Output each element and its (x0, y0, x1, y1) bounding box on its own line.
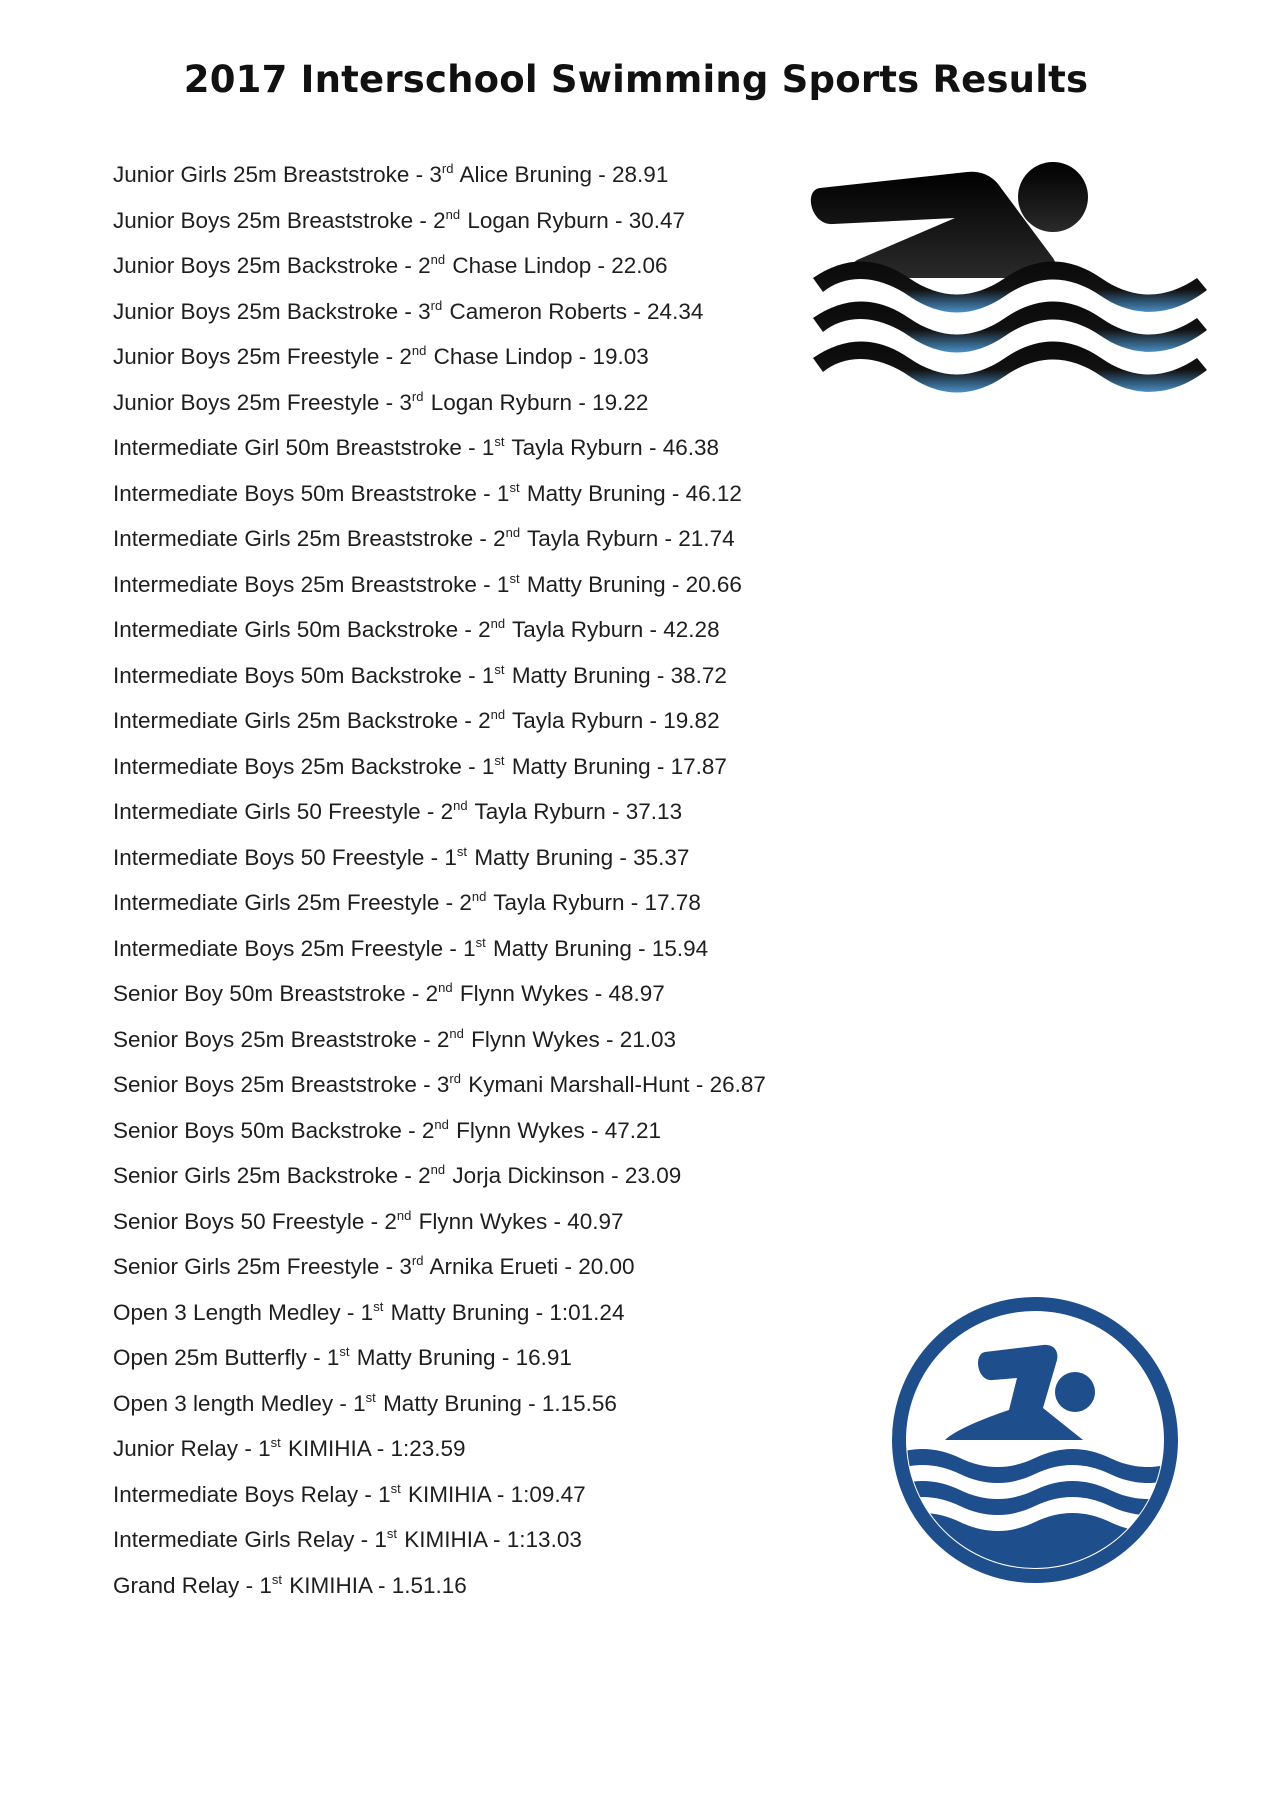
result-time: 17.78 (644, 890, 701, 915)
place-number: 1 (463, 935, 476, 961)
result-time: 46.12 (685, 480, 742, 506)
event-name: Intermediate Boys Relay (113, 1481, 359, 1507)
place-number: 2 (384, 1208, 397, 1234)
place-number: 1 (353, 1390, 366, 1416)
result-time: 21.03 (619, 1026, 677, 1052)
place-suffix: st (509, 479, 520, 495)
event-name: Open 3 length Medley (113, 1390, 334, 1416)
place-suffix: st (509, 570, 520, 586)
place-suffix: nd (471, 889, 487, 904)
swimmer-name: Matty Bruning (526, 571, 666, 597)
result-time: 19.22 (592, 389, 649, 415)
result-row: Junior Boys 25m Freestyle - 2nd Chase Lindop - 19.03 (113, 343, 649, 369)
event-name: Grand Relay (113, 1572, 240, 1598)
swimmer-name: Flynn Wykes (456, 1117, 585, 1143)
place-number: 3 (399, 389, 412, 415)
event-name: Intermediate Girls 25m Freestyle (113, 890, 440, 915)
place-suffix: st (271, 1571, 282, 1587)
place-suffix: st (339, 1344, 350, 1359)
place-number: 1 (326, 1345, 340, 1370)
swimmer-name: KIMIHIA (404, 1527, 487, 1552)
place-suffix: rd (449, 1071, 461, 1086)
place-number: 2 (459, 890, 472, 915)
page-title: 2017 Interschool Swimming Sports Results (183, 58, 1089, 101)
result-row: Junior Boys 25m Backstroke - 3rd Cameron Roberts - 24.34 (113, 297, 704, 324)
result-row: Junior Boys 25m Freestyle - 3rd Logan Ryburn - 19.22 (113, 388, 649, 415)
result-time: 20.00 (578, 1254, 635, 1279)
swimmer-name: Kymani Marshall-Hunt (468, 1072, 690, 1097)
result-time: 26.87 (709, 1072, 766, 1097)
place-suffix: st (494, 434, 505, 449)
swimmer-name: KIMIHIA (289, 1572, 372, 1598)
place-number: 2 (440, 799, 454, 824)
result-row: Intermediate Boys 50 Freestyle - 1st Matty Bruning - 35.37 (113, 843, 690, 870)
event-name: Senior Girls 25m Freestyle (113, 1254, 380, 1279)
place-suffix: st (494, 661, 505, 677)
result-time: 24.34 (647, 298, 704, 324)
event-name: Open 25m Butterfly (113, 1345, 307, 1370)
event-name: Junior Girls 25m Breaststroke (113, 162, 410, 187)
result-time: 20.66 (685, 571, 742, 597)
result-time: 1.15.56 (541, 1390, 617, 1416)
event-name: Intermediate Girls 25m Breaststroke (113, 526, 474, 551)
result-row: Intermediate Girls Relay - 1st KIMIHIA - 1:13.03 (113, 1526, 582, 1552)
swimmer-name: Flynn Wykes (418, 1208, 548, 1234)
place-number: 2 (493, 526, 506, 551)
result-row: Intermediate Girls 25m Breaststroke - 2nd Tayla Ryburn - 21.74 (113, 525, 735, 551)
place-number: 2 (418, 1163, 431, 1188)
result-row: Intermediate Boys 50m Backstroke - 1st Matty Bruning - 38.72 (113, 661, 727, 688)
place-number: 2 (399, 344, 412, 369)
swimmer-name: Flynn Wykes (471, 1026, 600, 1052)
swimmer-name: Jorja Dickinson (452, 1163, 605, 1188)
place-suffix: rd (430, 297, 443, 313)
swimmer-name: Logan Ryburn (430, 389, 573, 415)
swimmer-name: Matty Bruning (383, 1390, 522, 1416)
place-suffix: nd (411, 343, 427, 358)
place-number: 2 (478, 708, 491, 733)
swimmer-name: Matty Bruning (356, 1345, 496, 1370)
event-name: Junior Boys 25m Breaststroke (113, 207, 414, 233)
swimmer-name: Tayla Ryburn (511, 708, 644, 733)
event-name: Junior Boys 25m Freestyle (113, 389, 380, 415)
place-suffix: nd (396, 1207, 412, 1223)
result-time: 40.97 (567, 1208, 624, 1234)
place-suffix: nd (505, 525, 521, 540)
place-number: 2 (425, 981, 439, 1006)
event-name: Open 3 Length Medley (113, 1299, 341, 1325)
event-name: Intermediate Girls 50 Freestyle (113, 799, 421, 824)
swimmer-name: KIMIHIA (287, 1436, 371, 1461)
result-time: 30.47 (628, 207, 686, 233)
event-name: Intermediate Girls 25m Backstroke (113, 708, 459, 733)
result-time: 42.28 (663, 617, 720, 642)
result-row: Intermediate Girls 50m Backstroke - 2nd Tayla Ryburn - 42.28 (113, 616, 720, 642)
event-name: Junior Boys 25m Freestyle (113, 344, 380, 369)
place-suffix: st (390, 1480, 401, 1496)
swimmer-name: Matty Bruning (511, 662, 651, 688)
event-name: Intermediate Boys 50m Backstroke (113, 662, 462, 688)
result-time: 23.09 (624, 1163, 682, 1188)
event-name: Senior Girls 25m Backstroke (113, 1163, 399, 1188)
event-name: Senior Boys 50 Freestyle (113, 1208, 365, 1234)
event-name: Intermediate Boys 25m Freestyle (113, 935, 444, 961)
result-row: Junior Boys 25m Backstroke - 2nd Chase Lindop - 22.06 (113, 252, 668, 278)
place-number: 1 (496, 571, 510, 597)
result-row: Senior Boys 50 Freestyle - 2nd Flynn Wykes - 40.97 (113, 1207, 624, 1234)
event-name: Senior Boys 25m Breaststroke (113, 1072, 417, 1097)
place-number: 1 (259, 1572, 272, 1598)
result-row: Senior Girls 25m Freestyle - 3rd Arnika Erueti - 20.00 (113, 1253, 635, 1279)
place-number: 3 (418, 298, 431, 324)
result-time: 37.13 (625, 799, 683, 824)
place-number: 2 (418, 253, 431, 278)
place-number: 3 (399, 1254, 412, 1279)
swimmer-name: Matty Bruning (526, 480, 666, 506)
result-row: Intermediate Boys 25m Breaststroke - 1st Matty Bruning - 20.66 (113, 570, 742, 597)
place-suffix: nd (453, 798, 468, 813)
result-time: 1.51.16 (391, 1572, 467, 1598)
swimmer-name: Alice Bruning (459, 162, 593, 187)
place-suffix: rd (441, 161, 454, 176)
place-suffix: nd (430, 252, 446, 267)
place-number: 1 (378, 1481, 391, 1507)
place-suffix: st (456, 843, 468, 859)
result-time: 1:01.24 (549, 1299, 625, 1325)
result-row: Junior Relay - 1st KIMIHIA - 1:23.59 (113, 1435, 466, 1461)
event-name: Senior Boys 50m Backstroke (113, 1117, 402, 1143)
swimmer-waves-icon (805, 160, 1225, 400)
swimmer-name: Logan Ryburn (467, 207, 609, 233)
result-time: 17.87 (670, 753, 727, 779)
result-time: 16.91 (515, 1345, 572, 1370)
place-number: 1 (496, 480, 510, 506)
place-number: 1 (481, 662, 495, 688)
swimmer-name: Tayla Ryburn (511, 435, 643, 460)
place-number: 2 (421, 1117, 435, 1143)
result-time: 15.94 (651, 935, 709, 961)
results-list (113, 152, 833, 1608)
place-suffix: rd (411, 1253, 424, 1268)
result-time: 46.38 (662, 435, 720, 460)
place-suffix: st (373, 1298, 384, 1314)
place-suffix: st (475, 934, 486, 950)
place-number: 1 (444, 844, 457, 870)
place-suffix: nd (445, 206, 461, 222)
result-time: 22.06 (611, 253, 668, 278)
place-number: 2 (478, 617, 491, 642)
place-number: 1 (374, 1527, 387, 1552)
place-number: 1 (481, 753, 495, 779)
event-name: Intermediate Girl 50m Breaststroke (113, 435, 462, 460)
place-number: 3 (436, 1072, 450, 1097)
place-suffix: st (270, 1435, 281, 1450)
event-name: Intermediate Boys 50m Breaststroke (113, 480, 477, 506)
result-row: Open 3 Length Medley - 1st Matty Bruning - 1:01.24 (113, 1298, 625, 1325)
place-number: 2 (433, 207, 446, 233)
place-number: 1 (360, 1299, 374, 1325)
result-row: Intermediate Girls 25m Freestyle - 2nd Tayla Ryburn - 17.78 (113, 889, 701, 915)
result-row: Intermediate Boys 25m Backstroke - 1st Matty Bruning - 17.87 (113, 752, 727, 779)
result-time: 35.37 (633, 844, 690, 870)
event-name: Junior Boys 25m Backstroke (113, 298, 399, 324)
place-suffix: nd (434, 1116, 449, 1132)
swimmer-name: Cameron Roberts (449, 298, 628, 324)
swimmer-name: Chase Lindop (452, 253, 592, 278)
place-suffix: st (494, 752, 505, 768)
swimmer-name: Matty Bruning (493, 935, 632, 961)
result-row: Intermediate Girls 25m Backstroke - 2nd Tayla Ryburn - 19.82 (113, 707, 720, 733)
result-row: Open 3 length Medley - 1st Matty Bruning - 1.15.56 (113, 1389, 617, 1416)
place-suffix: nd (430, 1162, 446, 1177)
swimmer-name: Chase Lindop (433, 344, 573, 369)
result-row: Senior Boys 50m Backstroke - 2nd Flynn Wykes - 47.21 (113, 1116, 662, 1143)
result-row: Intermediate Boys 25m Freestyle - 1st Matty Bruning - 15.94 (113, 934, 709, 961)
result-time: 1:13.03 (506, 1527, 582, 1552)
result-row: Junior Boys 25m Breaststroke - 2nd Logan Ryburn - 30.47 (113, 206, 686, 233)
result-row: Intermediate Girl 50m Breaststroke - 1st Tayla Ryburn - 46.38 (113, 434, 720, 460)
result-time: 19.03 (592, 344, 649, 369)
place-suffix: nd (490, 707, 506, 722)
swimmer-name: Tayla Ryburn (474, 799, 606, 824)
event-name: Intermediate Girls 50m Backstroke (113, 617, 459, 642)
result-time: 28.91 (612, 162, 669, 187)
result-time: 1:23.59 (390, 1436, 466, 1461)
place-suffix: nd (438, 980, 453, 995)
place-number: 1 (481, 435, 495, 460)
result-time: 1:09.47 (510, 1481, 586, 1507)
event-name: Intermediate Boys 50 Freestyle (113, 844, 425, 870)
result-row: Open 25m Butterfly - 1st Matty Bruning - 16.91 (113, 1344, 572, 1370)
swimmer-circle-icon (885, 1290, 1185, 1590)
result-time: 38.72 (670, 662, 727, 688)
event-name: Junior Relay (113, 1436, 239, 1461)
result-row: Junior Girls 25m Breaststroke - 3rd Alice Bruning - 28.91 (113, 161, 669, 187)
result-time: 19.82 (663, 708, 720, 733)
event-name: Intermediate Boys 25m Backstroke (113, 753, 462, 779)
swimmer-name: Flynn Wykes (459, 981, 589, 1006)
result-time: 48.97 (608, 981, 665, 1006)
result-row: Senior Girls 25m Backstroke - 2nd Jorja Dickinson - 23.09 (113, 1162, 682, 1188)
swimmer-name: Matty Bruning (390, 1299, 530, 1325)
event-name: Junior Boys 25m Backstroke (113, 253, 399, 278)
swimmer-name: Arnika Erueti (429, 1254, 559, 1279)
place-number: 3 (429, 162, 442, 187)
result-row: Intermediate Boys Relay - 1st KIMIHIA - 1:09.47 (113, 1480, 586, 1507)
swimmer-name: Tayla Ryburn (526, 526, 659, 551)
place-suffix: st (386, 1526, 397, 1541)
result-row: Senior Boy 50m Breaststroke - 2nd Flynn Wykes - 48.97 (113, 980, 665, 1006)
place-number: 2 (436, 1026, 450, 1052)
place-suffix: rd (411, 388, 424, 404)
event-name: Intermediate Girls Relay (113, 1527, 355, 1552)
result-time: 21.74 (678, 526, 735, 551)
event-name: Senior Boys 25m Breaststroke (113, 1026, 417, 1052)
result-row: Senior Boys 25m Breaststroke - 3rd Kymani Marshall-Hunt - 26.87 (113, 1071, 766, 1097)
swimmer-name: Tayla Ryburn (493, 890, 625, 915)
place-suffix: st (365, 1389, 376, 1405)
result-row: Senior Boys 25m Breaststroke - 2nd Flynn Wykes - 21.03 (113, 1025, 677, 1052)
place-suffix: nd (490, 616, 506, 631)
result-row: Intermediate Boys 50m Breaststroke - 1st Matty Bruning - 46.12 (113, 479, 742, 506)
result-time: 47.21 (604, 1117, 662, 1143)
swimmer-name: Matty Bruning (511, 753, 651, 779)
swimmer-name: KIMIHIA (408, 1481, 491, 1507)
event-name: Senior Boy 50m Breaststroke (113, 981, 406, 1006)
place-number: 1 (258, 1436, 271, 1461)
result-row: Intermediate Girls 50 Freestyle - 2nd Tayla Ryburn - 37.13 (113, 798, 683, 824)
result-row: Grand Relay - 1st KIMIHIA - 1.51.16 (113, 1571, 467, 1598)
swimmer-name: Tayla Ryburn (511, 617, 644, 642)
swimmer-name: Matty Bruning (474, 844, 614, 870)
place-suffix: nd (449, 1025, 464, 1041)
event-name: Intermediate Boys 25m Breaststroke (113, 571, 477, 597)
